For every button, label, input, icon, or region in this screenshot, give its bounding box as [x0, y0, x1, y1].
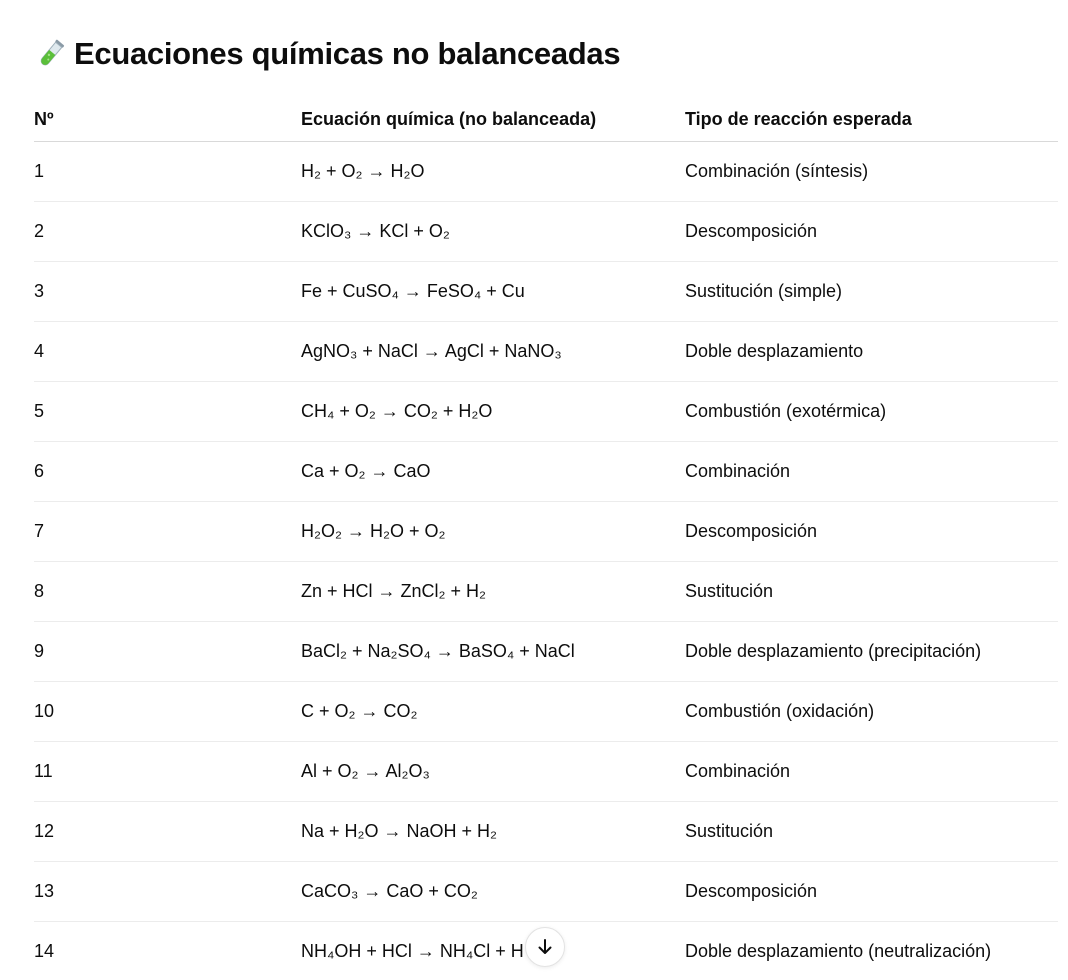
header-reaction-type: Tipo de reacción esperada: [685, 97, 1058, 142]
cell-equation: Zn + HCl → ZnCl₂ + H₂: [301, 562, 685, 622]
table-row: [34, 562, 1058, 622]
table-row: [34, 382, 1058, 442]
cell-reaction-type: Combustión (oxidación): [685, 682, 1058, 742]
table-row: [34, 322, 1058, 382]
cell-reaction-type: Descomposición: [685, 202, 1058, 262]
cell-reaction-type: Descomposición: [685, 862, 1058, 922]
cell-equation: AgNO₃ + NaCl → AgCl + NaNO₃: [301, 322, 685, 382]
cell-equation: BaCl₂ + Na₂SO₄ → BaSO₄ + NaCl: [301, 622, 685, 682]
cell-number: 1: [34, 142, 301, 202]
arrow-down-icon: [536, 938, 554, 956]
cell-reaction-type: Descomposición: [685, 502, 1058, 562]
cell-reaction-type: Sustitución: [685, 802, 1058, 862]
cell-number: 6: [34, 442, 301, 502]
cell-reaction-type: Combinación: [685, 742, 1058, 802]
cell-equation: CH₄ + O₂ → CO₂ + H₂O: [301, 382, 685, 442]
cell-reaction-type: Sustitución: [685, 562, 1058, 622]
cell-equation: Ca + O₂ → CaO: [301, 442, 685, 502]
table-row: [34, 862, 1058, 922]
cell-reaction-type: Doble desplazamiento (precipitación): [685, 622, 1058, 682]
scroll-down-button[interactable]: [525, 927, 565, 967]
cell-number: 13: [34, 862, 301, 922]
cell-equation: Al + O₂ → Al₂O₃: [301, 742, 685, 802]
cell-number: 14: [34, 922, 301, 980]
cell-number: 3: [34, 262, 301, 322]
cell-reaction-type: Combustión (exotérmica): [685, 382, 1058, 442]
table-row: [34, 262, 1058, 322]
header-equation: Ecuación química (no balanceada): [301, 97, 685, 142]
cell-equation: NH₄OH + HCl → NH₄Cl + H: [301, 922, 685, 980]
cell-reaction-type: Doble desplazamiento: [685, 322, 1058, 382]
cell-equation: H₂O₂ → H₂O + O₂: [301, 502, 685, 562]
cell-number: 11: [34, 742, 301, 802]
table-row: [34, 742, 1058, 802]
cell-reaction-type: Doble desplazamiento (neutralización): [685, 922, 1058, 980]
header-number: Nº: [34, 97, 301, 142]
table-row: [34, 622, 1058, 682]
table-row: [34, 502, 1058, 562]
cell-reaction-type: Sustitución (simple): [685, 262, 1058, 322]
equations-table: [34, 97, 1058, 980]
table-row: [34, 682, 1058, 742]
table-header-row: [34, 97, 1058, 142]
cell-equation: H₂ + O₂ → H₂O: [301, 142, 685, 202]
title-text: Ecuaciones químicas no balanceadas: [74, 36, 621, 71]
cell-reaction-type: Combinación (síntesis): [685, 142, 1058, 202]
page-title: [34, 36, 620, 72]
cell-number: 10: [34, 682, 301, 742]
table-row: [34, 142, 1058, 202]
cell-number: 12: [34, 802, 301, 862]
cell-reaction-type: Combinación: [685, 442, 1058, 502]
test-tube-icon: [34, 37, 68, 71]
cell-number: 4: [34, 322, 301, 382]
cell-number: 8: [34, 562, 301, 622]
cell-number: 9: [34, 622, 301, 682]
cell-equation: C + O₂ → CO₂: [301, 682, 685, 742]
cell-equation: KClO₃ → KCl + O₂: [301, 202, 685, 262]
cell-equation: CaCO₃ → CaO + CO₂: [301, 862, 685, 922]
table-row: [34, 802, 1058, 862]
cell-number: 5: [34, 382, 301, 442]
table-row: [34, 202, 1058, 262]
table-row: [34, 442, 1058, 502]
cell-number: 2: [34, 202, 301, 262]
cell-equation: Na + H₂O → NaOH + H₂: [301, 802, 685, 862]
cell-number: 7: [34, 502, 301, 562]
cell-equation: Fe + CuSO₄ → FeSO₄ + Cu: [301, 262, 685, 322]
